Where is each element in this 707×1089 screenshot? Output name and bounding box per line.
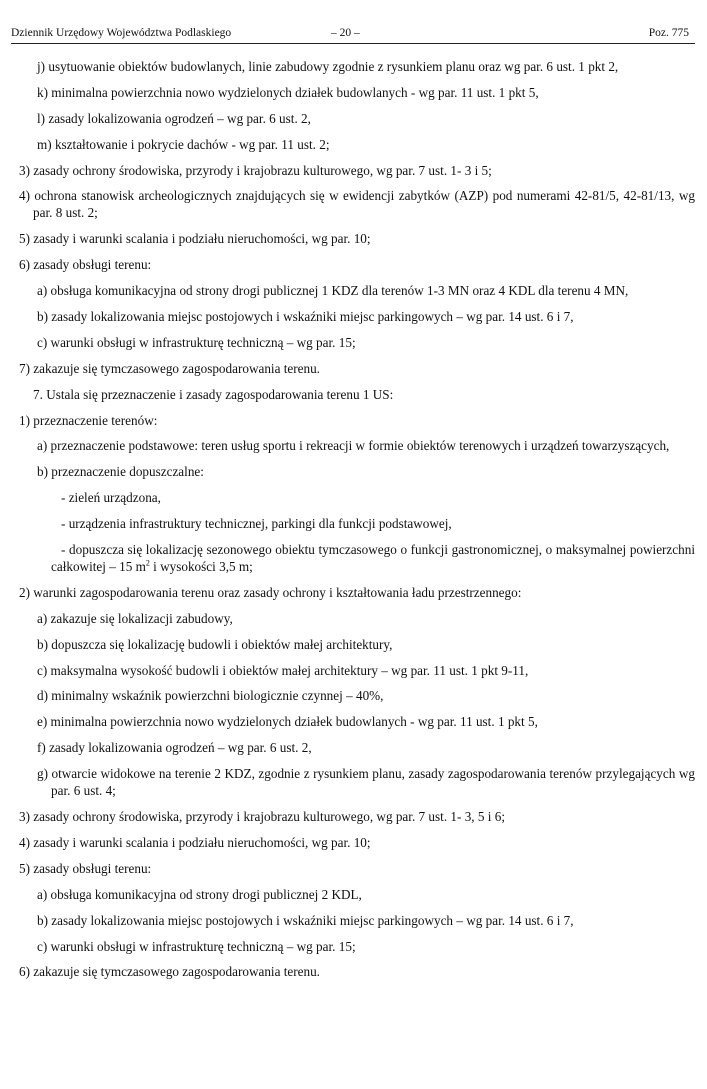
- item-5: 5) zasady i warunki scalania i podziału nieruchomości, wg par. 10;: [19, 231, 371, 247]
- item-m: m) kształtowanie i pokrycie dachów - wg par. 11 ust. 2;: [37, 136, 330, 152]
- position-number: Poz. 775: [648, 27, 689, 39]
- item-2a: a) zakazuje się lokalizacji zabudowy,: [37, 610, 233, 626]
- item-1: 1) przeznaczenie terenów:: [19, 412, 158, 428]
- dash-item-infrastructure: - urządzenia infrastruktury technicznej, parkingi dla funkcji podstawowej,: [61, 516, 452, 532]
- item-3: 3) zasady ochrony środowiska, przyrody i krajobrazu kulturowego, wg par. 7 ust. 1- 3 i 5;: [19, 162, 492, 178]
- item-5b-parking: b) zasady lokalizowania miejsc postojowych i wskaźniki miejsc parkingowych – wg par. 14 ust. 6 i 7,: [37, 912, 574, 928]
- item-2f: f) zasady lokalizowania ogrodzeń – wg par. 6 ust. 2,: [37, 740, 312, 756]
- item-l: l) zasady lokalizowania ogrodzeń – wg par. 6 ust. 2,: [37, 110, 311, 126]
- item-1b: b) przeznaczenie dopuszczalne:: [37, 464, 204, 480]
- item-2d: d) minimalny wskaźnik powierzchni biologicznie czynnej – 40%,: [37, 688, 384, 704]
- item-4b: 4) zasady i warunki scalania i podziału nieruchomości, wg par. 10;: [19, 834, 371, 850]
- page-header: [11, 25, 695, 44]
- item-5b: 5) zasady obsługi terenu:: [19, 860, 152, 876]
- section-7-heading: 7. Ustala się przeznaczenie i zasady zagospodarowania terenu 1 US:: [33, 386, 394, 402]
- dash-item-greenery: - zieleń urządzona,: [61, 490, 161, 506]
- item-7: 7) zakazuje się tymczasowego zagospodarowania terenu.: [19, 360, 320, 376]
- item-5a: a) obsługa komunikacyjna od strony drogi publicznej 2 KDL,: [37, 886, 362, 902]
- page-number: – 20 –: [331, 27, 360, 39]
- item-2: 2) warunki zagospodarowania terenu oraz zasady ochrony i kształtowania ładu przestrzennego:: [19, 584, 522, 600]
- item-j: j) usytuowanie obiektów budowlanych, linie zabudowy zgodnie z rysunkiem planu oraz wg par. 6 ust. 1 pkt 2,: [37, 59, 619, 74]
- item-6b: b) zasady lokalizowania miejsc postojowych i wskaźniki miejsc parkingowych – wg par. 14 ust. 6 i 7,: [37, 309, 574, 325]
- item-2e: e) minimalna powierzchnia nowo wydzielonych działek budowlanych - wg par. 11 ust. 1 pkt 5,: [37, 714, 538, 730]
- item-k: k) minimalna powierzchnia nowo wydzielonych działek budowlanych - wg par. 11 ust. 1 pkt 5,: [37, 84, 539, 100]
- item-6: 6) zasady obsługi terenu:: [19, 257, 152, 273]
- item-3b: 3) zasady ochrony środowiska, przyrody i krajobrazu kulturowego, wg par. 7 ust. 1- 3, 5 i 6;: [19, 809, 505, 825]
- item-6c: c) warunki obsługi w infrastrukturę techniczną – wg par. 15;: [37, 334, 356, 350]
- item-4: 4) ochrona stanowisk archeologicznych znajdujących się w ewidencji zabytków (AZP) pod numerami 42-81/5, 42-81/13, wg par. 8 ust. 2;: [19, 188, 695, 221]
- item-2b: b) dopuszcza się lokalizację budowli i obiektów małej architektury,: [37, 636, 393, 652]
- item-2g: g) otwarcie widokowe na terenie 2 KDZ, zgodnie z rysunkiem planu, zasady zagospodarowania terenów przylegających wg par. 6 ust. 4;: [37, 766, 695, 799]
- item-1a: a) przeznaczenie podstawowe: teren usług sportu i rekreacji w formie obiektów terenowych i urządzeń towarzyszących,: [37, 438, 670, 454]
- item-2c: c) maksymalna wysokość budowli i obiektów małej architektury – wg par. 11 ust. 1 pkt 9-11,: [37, 662, 529, 678]
- item-6a: a) obsługa komunikacyjna od strony drogi publicznej 1 KDZ dla terenów 1-3 MN oraz 4 KDL dla terenu 4 MN,: [37, 283, 629, 299]
- item-6b-temporary: 6) zakazuje się tymczasowego zagospodarowania terenu.: [19, 964, 320, 980]
- journal-title: Dziennik Urzędowy Województwa Podlaskiego: [11, 27, 232, 39]
- document-body: [19, 58, 695, 989]
- item-5c: c) warunki obsługi w infrastrukturę techniczną – wg par. 15;: [37, 938, 356, 954]
- dash-item-seasonal-object: - dopuszcza się lokalizację sezonowego obiektu tymczasowego o funkcji gastronomicznej, o maksymalnej powierzchni całkowitej – 15 $m^2$ i wysokości 3,5 m;: [51, 542, 695, 575]
